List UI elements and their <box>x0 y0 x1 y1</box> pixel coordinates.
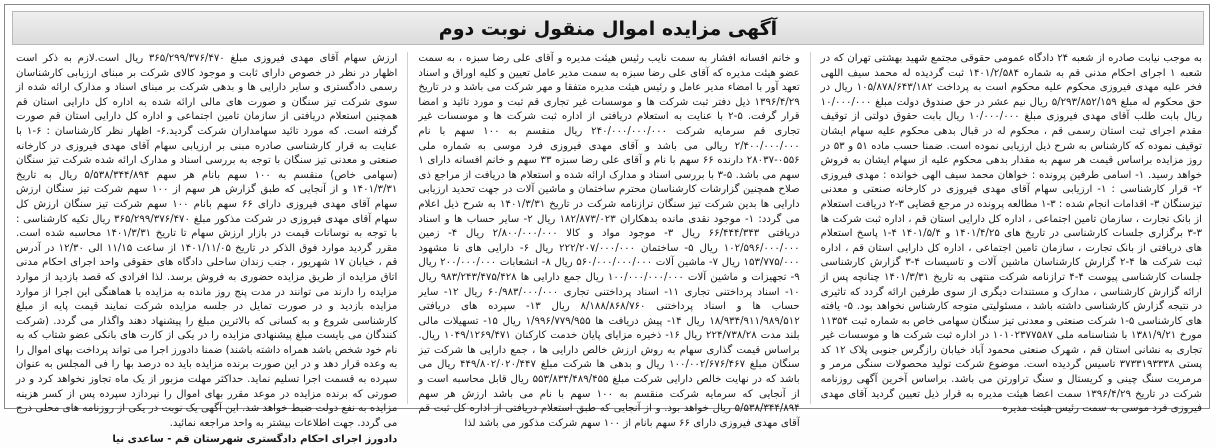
notice-column-middle-text: و خانم افسانه افشار به سمت نایب رئیس هیئت مدیره و آقای علی رضا سبزه ، به سمت عضو هیئت مدیره که آقای علی رضا سبزه به سمت مدیر عامل تعیین و کلیه اوراق و اسناد تعهد آور با امضاء مدیر عامل و رئیس هیئت مدیره متفقا و مهر شرکت می باشد و در تاریخ ۱۳۹۶/۴/۲۹ ذیل دفتر ثبت شرکت ها و موسسات غیر تجاری قم ثبت و مورد تائید و امضا قرار گرفت. ۵-۲ با عنایت به استعلام دریافتی از اداره ثبت شرکت ها و موسسات غیر تجاری قم سرمایه شرکت ۲۴۰/۰۰۰/۰۰۰/۰۰۰ ریال منقسم به ۱۰۰ سهم با نام ۲/۴۰۰/۰۰۰/۰۰۰ ریالی می باشد و آقای مهدی فیروزی فرد موسی به شماره ملی ۰۵۵۶-۲۸۰۳۷ دارنده ۶۶ سهم با نام و آقای علی رضا سبزه ۳۳ سهم و خانم افسانه دارای ۱ سهم می باشد. ۵-۳ با بررسی اسناد و مدارک ارائه شده و استعلام ها دریافت از مراجع ذی صلاح همچنین گزارشات کارشناسان محترم ساختمان و ماشین آلات در جهت تحدید ارزیابی دارایی ها بدین شرکت تیز سنگان ترازنامه شرکت در تاریخ ۱۴۰۱/۳/۳۱ به شرح ذیل اعلام می گردد: ۱- موجود نقدی مانده بدهکاران ۱۸۲/۸۷۳/۰۲۳ ریال ۲- سایر حساب ها و اسناد دریافتی ۶۶/۴۴۴/۳۴۳ ریال ۳- موجود مواد و کالا ۲/۸۰۰/۰۰۰/۰۰۰ ریال ۴- زمین ۱۰۲/۵۹۶/۰۰۰/۰۰۰ ریال ۵- ساختمان ۲۲۲/۲۰۷/۰۰۰/۰۰۰ ریال ۶- دارایی های نا مشهود ۱۵۳/۷۷۵/۰۰۰ ریال ۷- ماشین آلات ۵۶۰/۰۰۰/۰۰۰/۰۰۰ ریال ۸- انشعابات ۲۰۰/۰۰۰/۰۰۰ ریال ۹- تجهیزات و ماشین آلات ۱۰۰/۰۰۰/۰۰۰/۰۰۰ ریال جمع دارایی ها ۹۸۳/۲۴۳/۴۷۵/۴۲۸ ریال ۱۰- اسناد پرداختنی تجاری ۱۱- اسناد پرداختنی تجاری ۶۰/۹۸۳/۰۰۰/۰۰۰ ریال ۱۲- سایر حساب ها و اسناد پرداختنی ۸/۱۸۸/۸۶۸/۷۶۰ ریال ۱۳- سپرده های دریافتی ۱۸/۹۳۴/۹۱۱/۹۸۹/۵۱۲ ریال ۱۴- پیش دریافت ها ۱/۹۹۶/۷۷۹/۹۵۵ ریال ۱۵- تسهیلات مالی بلند مدت ۲۲۴/۷۳۸/۲۸ ریال ۱۶- ذخیره مزایای پایان خدمت کارکنان ۱۰۴۹/۱۲۶۹/۴۷۱ ریال. براساس قیمت گذاری سهام به روش ارزش خالص دارایی ها ، جمع دارایی ها شرکت تیز سنگان مبلغ ۱۰۰/۰۰۲/۶۷۶/۴۶۷ ریال و بدهی ها شرکت مبلغ ۴۴۹/۸۰۲/۰۲۰/۴۴۷ ریال می باشد که در نهایت خالص دارایی شرکت مبلغ ۵۵۳/۸۳۴/۴۸۹/۴۵۵ ریال قابل محاسبه است و از آنجایی که سرمایه شرکت منقسم به ۱۰۰ سهم با نام می باشد ارزش هر سهم ۵/۵۳۸/۳۴۴/۸۹۴ ریال خواهد بود. و از آنجایی که طبق استعلام دریافتی از اداره کل ثبت قم آقای مهدی فیروزی دارای ۶۶ سهم بانام از ۱۰۰ سهم شرکت مذکور می باشد لذا <box>418 53 800 429</box>
notice-title: آگهی مزایده اموال منقول نوبت دوم <box>438 18 778 40</box>
title-band <box>12 11 1204 45</box>
notice-column-middle <box>418 52 800 429</box>
column-divider <box>407 52 408 404</box>
notice-signature: دادورز اجرای احکام دادگستری شهرستان قم - ساعدی نیا <box>112 434 398 446</box>
notice-column-left <box>16 52 398 446</box>
notice-column-right <box>820 52 1203 415</box>
column-divider <box>810 52 811 404</box>
notice-column-left-text: ارزش سهام آقای مهدی فیروزی مبلغ ۳۶۵/۲۹۹/۳۷۶/۴۷۰ ریال است.لازم به ذکر است اظهار در نظر در خصوص دارای ثابت و موجود کالای شرکت بر مبنای ارزیابی کارشناسان رسمی دادگستری و سایر دارایی ها و بدهی شرکت بر مبنای اسناد و مدارک ارائه شده از سوی شرکت تیز سنگان و صورت های مالی ارائه شده به اداره کل دارایی استان قم همچنین استعلام دریافتی از سازمان تامین اجتماعی و اداره کل دارایی استان قم صورت گرفته است. که مورد تائید سهامداران شرکت گردید.۶- اظهار نظر کارشناسان : ۶-۱ با عنایت به قرار کارشناسی صادره مبنی بر ارزیابی سهام آقای مهدی فیروزی در کارخانه صنعتی و معدنی تیز سنگان با توجه به بررسی اسناد و مدارک ارائه شده شرکت تیز سنگان (سهامی خاص) منقسم به ۱۰۰ سهم بانام هر سهم ۵/۵۳۸/۳۴۴/۸۹۴ ریال به تاریخ ۱۴۰۱/۳/۳۱ و از آنجایی که طبق گزارش هر سهم از ۱۰۰ سهم شرکت تیز سنگان ارزش سهام آقای مهدی فیروزی دارای ۶۶ سهم بانام ۱۰۰ سهم شرکت تیز سنگان ارزش کل سهام آقای مهدی فیروزی در شرکت مذکور مبلغ ۳۶۵/۲۹۹/۳۷۶/۴۷۰ ریال تکیه کارشناسی : با توجه به نوسانات قیمت در بازار ارزش سهام تا تاریخ ۱۴۰۱/۳/۳۱ محاسبه شده است. مقرر گردید موارد فوق الذکر در تاریخ ۱۴۰۱/۱۱/۰۵ از ساعت ۱۱/۱۵ الی ۱۲/۳۰ در آدرس قم ، خیابان ۱۷ شهریور ، جنب زندان ساحلی دادگاه های حقوقی واحد اجرای احکام مدنی اتاق مزایده از طریق مزایده حضوری به فروش برسد. لذا افرادی که قصد بازدید از موارد مزایده را دارند می توانند در مدت پنج روز مانده به مزایده با هماهنگی این اجرا از موارد مزایده بازدید و در صورت تمایل در جلسه مزایده شرکت نمایند قیمت پایه از مبلغ کارشناسی شروع و به کسانی که بالاترین مبلغ را پیشنهاد دهند واگذار می گردد. (شرکت کنندگان می بایست مبلغ پیشنهادی مزایده را در یکی از کارت های بانکی عضو شتاب که به نام خود شخص باشد همراه داشته باشند) ضمنا دادورز اجرا می تواند پرداخت بهای اموال را به وعده قرار دهد و در این صورت برنده مزایده باید ده درصد بها را فی المجلس به عنوان سپرده به قسمت اجرا تسلیم نماید. حداکثر مهلت مزبور از یک ماه تجاوز نخواهد کرد و در صورتی که برنده مزایده در موعد مقرر بهای اموال را نپردازد سپرده پس از کسر هزینه مزایده به نفع دولت ضبط خواهد شد. این آگهی یک نوبت در یکی از روزنامه های محلی درج می گردد. جهت اطلاعات بیشتر به واحد مراجعه نمائید. <box>16 53 398 429</box>
notice-column-right-text: به موجب نیابت صادره از شعبه ۲۴ دادگاه عمومی حقوقی مجتمع شهید بهشتی تهران که در شعبه ۱ اجرای احکام مدنی قم به شماره ۱۴۰۱/۲/۵۸۴ ثبت گردیده له محمد سیف اللهی فخر علیه مهدی فیروزی محکوم علیه محکوم است به پرداخت ۱۰۵/۸۷۸/۶۴۳/۱۸۲ ریال در حق محکوم له مبلغ ۵/۲۹۳/۸۵۲/۱۵۹ ریال نیم عشر در حق صندوق دولت مبلغ ۱۰/۰۰۰/۰۰۰ ریال بابت طلب آقای مهدی فیروزی مبلغ ۱۰/۰۰۰/۰۰۰ ریال بابت حقوق دولتی از توقیف مقدم اجرای ثبت استان رسمی قم ، محکوم له در قبال بدهی محکوم علیه سهام ایشان توقیف نموده که کارشناس به شرح ذیل ارزیابی نموده است. ضمنا حسب ماده ۵۱ و ۵۳ در روز مزایده براساس قیمت هر سهم به مقدار بدهی محکوم علیه از سهام ایشان به فروش خواهد رسید. ۱- اسامی طرفین پرونده : خواهان محمد سیف الهی خوانده : مهدی فیروزی ۲- قرار کارشناسی : ۱- ارزیابی سهام آقای مهدی فیروزی در کارخانه صنعتی و معدنی تیزسنگان ۳- اقدامات انجام شده : ۳-۱ مطالعه پرونده در مرجع قضایی ۳-۲ دریافت استعلام از بانک تجارت ، سازمان تامین اجتماعی ، اداره کل دارایی استان قم ، اداره ثبت شرکت ها ۳-۳ برگزاری جلسات کارشناسی در تاریخ های ۱۴۰۱/۴/۲۵ و ۱۴۰۱/۵/۴ ۴-۱ پاسخ استعلام های دریافتی از بانک تجارت ، سازمان تامین اجتماعی ، اداره کل دارایی استان قم ، اداره ثبت شرکت ها ۴-۲ گزارش کارشناسان ماشین آلات و تاسیسات ۴-۳ گزارش کارشناسی جلسات کارشناسی پیوست ۴-۴ ترازنامه شرکت منتهی به تاریخ ۱۴۰۱/۳/۳۱ چنانچه پس از ارائه گزارش کارشناسی ، مدارک و مستندات دیگری از سوی طرفین ارائه گردد که تاثیری در نتیجه گزارش کارشناسی داشته باشد ، مسئولیتی متوجه کارشناس نخواهد بود. ۵- یافته های کارشناسی ۵-۱ شرکت صنعتی و معدنی تیز سنگان سهامی خاص به شماره ثبت ۱۱۳۵۴ مورخ ۱۳۸۱/۹/۲۱ با شناسنامه ملی ۱۰۱۰۲۳۷۷۵۸۷ در اداره ثبت شرکت ها و موسسات غیر تجاری به نشانی استان قم ، شهرک صنعتی محمود آباد خیابان رازگرس جنوبی پلاک ۱۲ کد پستی ۳۷۳۳۱۹۳۳۳۸ تاسیس گردیده است. موضوع شرکت تولید محصولات سنگی مرمر و مرمریت سنگ چینی و کریستال و سنگ تراورتن می باشد. براساس آخرین آگهی روزنامه شرکت در تاریخ ۱۳۹۶/۴/۲۹ سمت اعضا هیئت مدیره به قرار ذیل تعیین گردید آقای مهدی فیروزی فرد موسی به سمت رئیس هیئت مدیره <box>820 53 1203 415</box>
notice-columns <box>16 52 1203 446</box>
